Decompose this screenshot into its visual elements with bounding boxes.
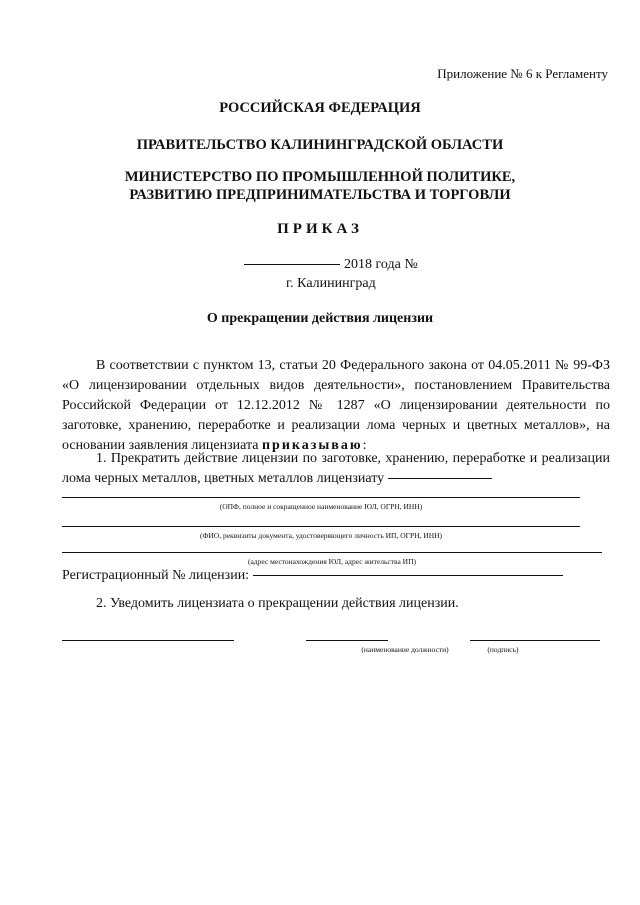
ministry-line-2: РАЗВИТИЮ ПРЕДПРИНИМАТЕЛЬСТВА И ТОРГОВЛИ (129, 187, 511, 203)
document-type: ПРИКАЗ (277, 221, 363, 237)
date-text: 2018 года № (344, 257, 418, 272)
address-caption: (адрес местонахождения ЮЛ, адрес жительства ИП) (247, 557, 416, 566)
registration-blank (253, 575, 563, 576)
registration-number (62, 568, 563, 584)
city: г. Калининград (286, 276, 376, 291)
address-fill-line (62, 552, 602, 553)
order-verb: приказываю (261, 438, 363, 453)
position-line (306, 640, 388, 641)
basis-end: : (362, 438, 367, 453)
person-fill-line (62, 526, 580, 527)
org-caption: (ОПФ, полное и сокращенное наименование ЮЛ, ОГРН, ИНН) (219, 502, 423, 511)
appendix-note: Приложение № 6 к Регламенту (437, 66, 608, 81)
country-heading: РОССИЙСКАЯ ФЕДЕРАЦИЯ (219, 100, 421, 116)
government-heading: ПРАВИТЕЛЬСТВО КАЛИНИНГРАДСКОЙ ОБЛАСТИ (136, 137, 504, 153)
person-caption: (ФИО, реквизиты документа, удостоверяющего личность ИП, ОГРН, ИНН) (199, 531, 443, 540)
paragraph-notify: 2. Уведомить лицензиата о прекращении действия лицензии. (96, 596, 459, 611)
date-blank (244, 264, 340, 265)
paragraph-terminate (62, 449, 610, 489)
licensee-blank (388, 478, 492, 479)
date-line (244, 257, 418, 273)
sign-line (470, 640, 600, 641)
terminate-text: 1. Прекратить действие лицензии по заготовке, хранению, переработке и реализации лома черных металлов, цветных металлов лицензиату (62, 451, 610, 486)
basis-text: В соответствии с пунктом 13, статьи 20 Федерального закона от 04.05.2011 № 99-ФЗ «О лицензировании отдельных видов деятельности», постановлением Правительства Российской Федерации от 12.12.2012 № 1287 «О лицензировании деятельности по заготовке, хранению, переработке и реализации лома черных и цветных металлов», на основании заявления лицензиата (62, 358, 610, 453)
signature-line-left (62, 640, 234, 641)
registration-label: Регистрационный № лицензии: (62, 568, 250, 583)
ministry-line-1: МИНИСТЕРСТВО ПО ПРОМЫШЛЕННОЙ ПОЛИТИКЕ, (124, 169, 516, 185)
ministry-heading (0, 168, 640, 204)
sign-caption: (подпись) (487, 645, 519, 654)
org-fill-line (62, 497, 580, 498)
order-subject: О прекращении действия лицензии (206, 311, 434, 326)
paragraph-basis (62, 356, 610, 456)
position-caption: (наименование должности) (361, 645, 449, 654)
